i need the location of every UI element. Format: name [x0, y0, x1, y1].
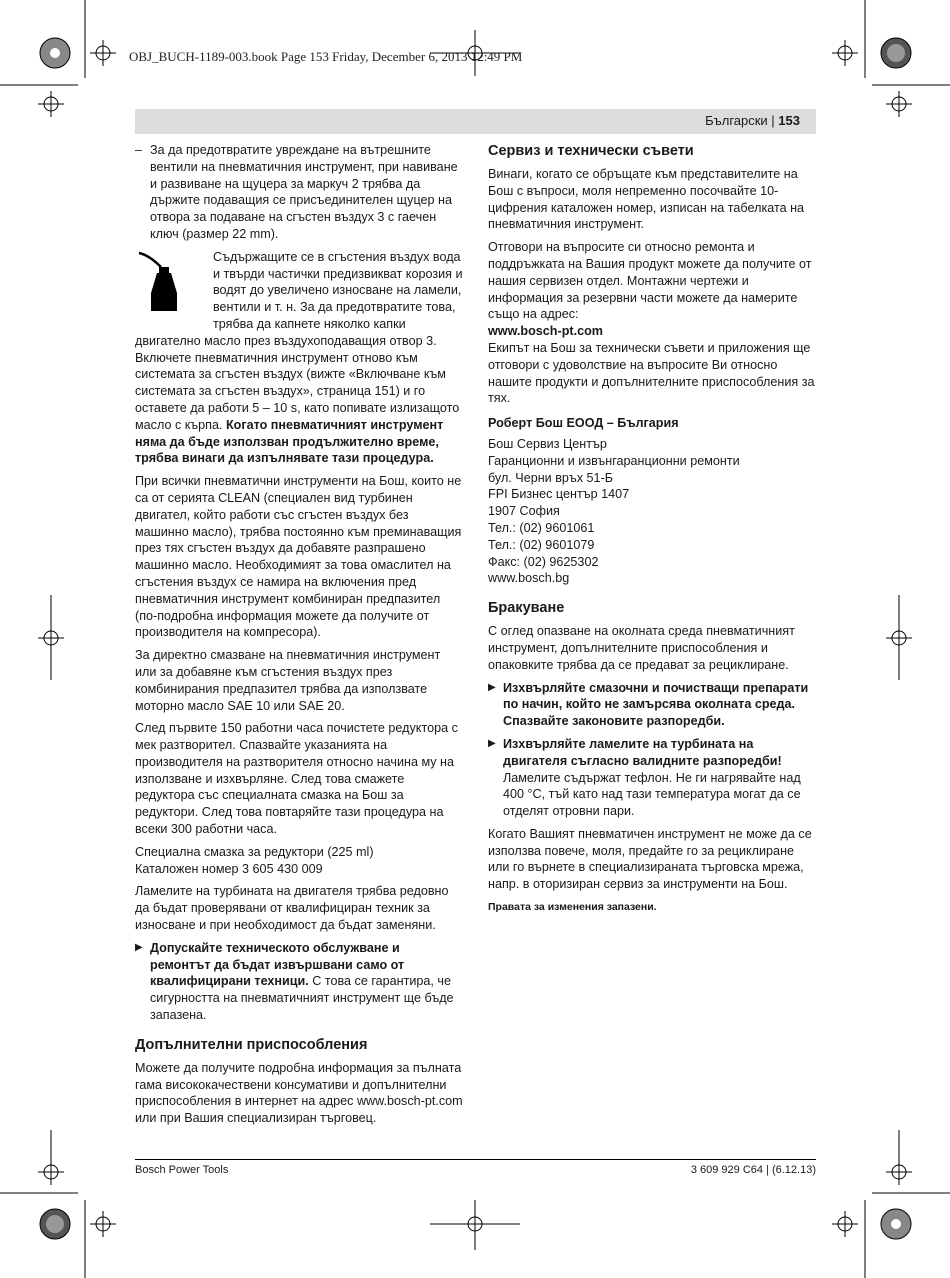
footer-divider	[135, 1159, 816, 1160]
grease-line-1: Специална смазка за редуктори (225 ml)	[135, 844, 374, 859]
address-line: бул. Черни връх 51-Б	[488, 470, 614, 485]
oil-can-icon	[135, 249, 205, 319]
service-paragraph-1: Винаги, когато се обръщате към представителите на Бош с въпроси, моля непременно посочвайте 10-цифрения каталожен номер, изписан на табелката на пневматичния инструмент.	[488, 167, 805, 232]
left-column	[135, 142, 463, 1133]
right-column	[488, 142, 816, 916]
page-number: 153	[778, 113, 800, 128]
crosshair-icon	[38, 91, 64, 117]
list-item	[135, 142, 463, 243]
disposal-paragraph: С оглед опазване на околната среда пневматичният инструмент, допълнителните приспособления и опаковките трябва да се предават за рециклиране.	[488, 624, 795, 672]
vanes-paragraph: Ламелите на турбината на двигателя трябва редовно да бъдат проверявани от квалифициран техник за износване и при необходимост да бъдат заменяни.	[135, 884, 449, 933]
crosshair-icon	[886, 1130, 912, 1185]
section-heading: Бракуване	[488, 600, 565, 617]
final-paragraph: Когато Вашият пневматичен инструмент не може да се използва повече, моля, предайте го за рециклиране или го върнете в специализираната търговска мрежа, напр. в оторизиран сервиз за инструменти на Бош.	[488, 826, 812, 892]
address-line: www.bosch.bg	[488, 571, 570, 586]
address-line: 1907 София	[488, 504, 560, 519]
starburst-icon	[40, 1209, 70, 1239]
rights-notice: Правата за изменения запазени.	[488, 901, 657, 914]
starburst-icon	[881, 38, 911, 68]
service-paragraph-2: Отговори на въпросите си относно ремонта и поддръжката на Вашия продукт можете да получите от нашия сервизен отдел. Монтажни чертежи и информация за резервни части можете да намерите също на адрес:	[488, 240, 812, 322]
accessories-paragraph: Можете да получите подробна информация за пълната гама висококачествени консумативи и допълнителни приспособления в интернет на адрес www.bosch-pt.com или при Вашия специализиран търговец.	[135, 1060, 463, 1126]
address-line: Факс: (02) 9625302	[488, 554, 599, 569]
section-heading: Допълнителни приспособления	[135, 1036, 368, 1053]
address-line: Тел.: (02) 9601061	[488, 520, 595, 535]
triangle-bullet-icon: ▶	[135, 941, 143, 953]
dash-item-text: За да предотвратите увреждане на вътрешните вентили на пневматичния инструмент, при навиване и развиване на щуцера за маркуч 2 трябва да държите подаващия се присъединителен щуцер на отвора за подаване на сгъстен въздух 3 с гаечен ключ (размер 22 mm).	[150, 143, 458, 241]
crosshair-icon	[38, 1130, 64, 1185]
crosshair-icon	[430, 1200, 520, 1250]
company-heading: Роберт Бош ЕООД – България	[488, 416, 679, 431]
address-line: Гаранционни и извънгаранционни ремонти	[488, 453, 740, 468]
gear-paragraph: След първите 150 работни часа почистете редуктора с мек разтворител. Спазвайте указанията на производителя на разтворителя относно начина му на използване и изхвърляне. След това смажете редуктора със специалната смазка на Бош за редуктори. След това повтаряйте тази процедура на всеки 300 работни часа.	[135, 721, 458, 837]
crosshair-icon	[832, 1211, 858, 1237]
crosshair-icon	[886, 595, 912, 680]
footer-brand: Bosch Power Tools	[135, 1164, 229, 1176]
crosshair-icon	[90, 40, 116, 66]
list-item: ▶ Изхвърляйте смазочни и почистващи препарати по начин, който не замърсява околната среда. Спазвайте законовите разпоредби.	[488, 680, 809, 729]
page-header	[705, 113, 800, 128]
list-item: ▶ Допускайте техническото обслужване и ремонтът да бъдат извършвани само от квалифицирани техници. С това се гарантира, че сигурността на пневматичният инструмент ще бъде запазена.	[135, 940, 454, 1023]
address-line: Тел.: (02) 9601079	[488, 537, 595, 552]
starburst-icon	[881, 1209, 911, 1239]
dash-bullet: –	[135, 143, 143, 157]
crosshair-icon	[832, 40, 858, 66]
print-slug: OBJ_BUCH-1189-003.book Page 153 Friday, December 6, 2013 12:49 PM	[129, 49, 523, 64]
service-paragraph-3: Екипът на Бош за технически съвети и приложения ще отговори с удоволствие на въпросите Ви относно нашите продукти и допълнителните приспособления за тях.	[488, 340, 815, 406]
section-heading: Сервиз и технически съвети	[488, 143, 694, 159]
grease-line-2: Каталожен номер 3 605 430 009	[135, 861, 323, 876]
address-line: FPI Бизнес център 1407	[488, 487, 630, 502]
direct-lubrication-paragraph: За директно смазване на пневматичния инструмент или за добавяне към сгъстения въздух през комбинирания предпазител трябва да използвате моторно масло SAE 10 или SAE 20.	[135, 648, 441, 713]
crosshair-icon	[886, 91, 912, 117]
address-block	[488, 436, 816, 587]
clean-paragraph: При всички пневматични инструменти на Бош, които не са от серията CLEAN (специален вид турбинен двигател, който работи със сгъстен въздух без машинно масло), трябва постоянно към преминаващия през тях сгъстен въздух да добавяте разпрашено машинно масло. Необходимият за това омаслител на сгъстения въздух се намира на включения пред пневматичния инструмент комбиниран предпазител (по-подробна информация можете да получите от производителя на компресора).	[135, 474, 462, 640]
list-item: ▶ Изхвърляйте ламелите на турбината на двигателя съгласно валидните разпоредби! Ламелите съдържат тефлон. Не ги нагрявайте над 400 °C, тъй като над тази температура могат да се отделят отровни пари.	[488, 736, 801, 819]
address-line: Бош Сервиз Център	[488, 436, 607, 451]
crosshair-icon	[38, 595, 64, 680]
triangle-bullet-icon: ▶	[488, 681, 496, 693]
service-url: www.bosch-pt.com	[488, 324, 603, 339]
header-language: Български |	[705, 113, 779, 128]
page-header-bar	[135, 109, 816, 134]
starburst-icon	[40, 38, 70, 68]
triangle-bullet-icon: ▶	[488, 737, 496, 749]
footer-doc-number: 3 609 929 C64 | (6.12.13)	[690, 1164, 816, 1176]
crosshair-icon	[90, 1211, 116, 1237]
oil-paragraph: Съдържащите се в сгъстения въздух вода и твърди частички предизвикват корозия и водят до увеличено износване на ламели, вентили и т. н. За да предотвратите това, трябва да капнете няколко капки двигателно масло през въздухоподаващия отвор 3. Включете пневматичния инструмент отново към системата за сгъстен въздух (вижте «Включване към системата за сгъстен въздух», страница 151) и го оставете да работи 5 – 10 s, като попивате излизащото масло с кърпа. Когато пневматичният инструмент няма да бъде използван продължително време, трябва винаги да изпълнявате тази процедура.	[135, 249, 463, 466]
